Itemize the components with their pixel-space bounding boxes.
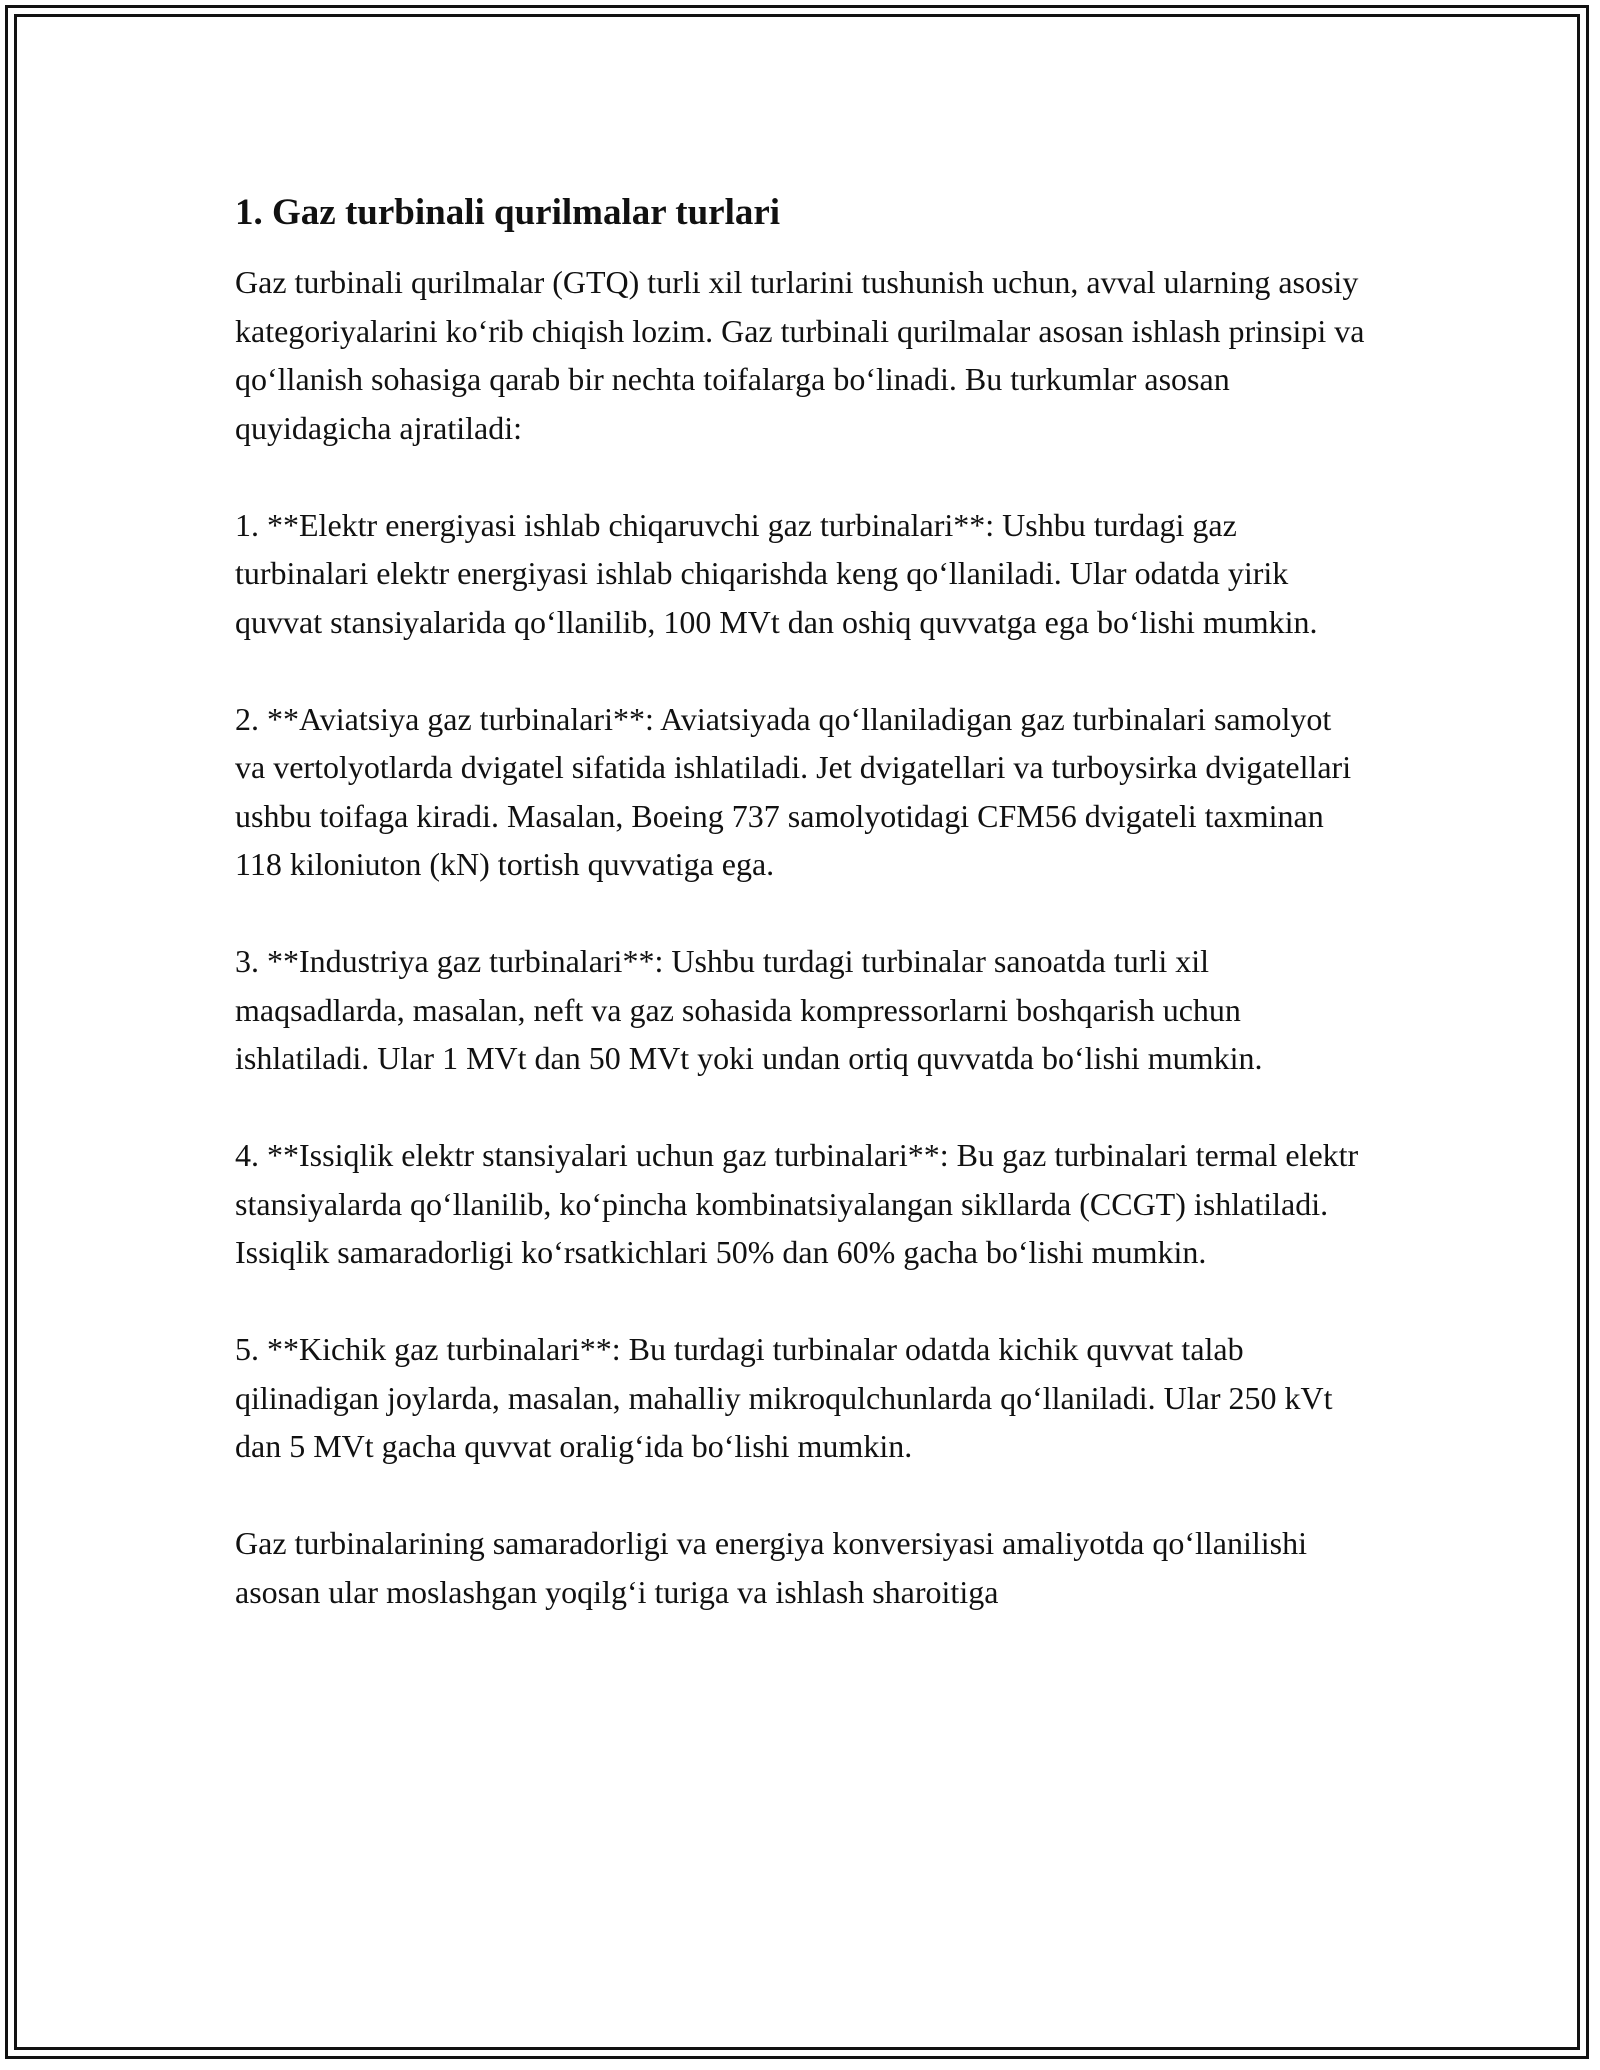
section-heading: 1. Gaz turbinali qurilmalar turlari: [235, 192, 781, 233]
intro-paragraph: Gaz turbinali qurilmalar (GTQ) turli xil turlarini tushunish uchun, avval ularning asosiy kategoriyalarini ko‘rib chiqish lozim. Gaz turbinali qurilmalar asosan ishlash prinsipi va qo‘llanish sohasiga qarab bir nechta toifalarga bo‘linadi. Bu turkumlar asosan quyidagicha ajratiladi:: [235, 264, 1365, 446]
closing-paragraph: Gaz turbinalarining samaradorligi va energiya konversiyasi amaliyotda qo‘llanilishi asosan ular moslashgan yoqilg‘i turiga va ishlash sharoitiga: [235, 1525, 1307, 1610]
document-body: [235, 188, 1365, 1665]
list-item-electric-turbines: 1. **Elektr energiyasi ishlab chiqaruvchi gaz turbinalari**: Ushbu turdagi gaz turbinalari elektr energiyasi ishlab chiqarishda keng qo‘llaniladi. Ular odatda yirik quvvat stansiyalarida qo‘llanilib, 100 MVt dan oshiq quvvatga ega bo‘lishi mumkin.: [235, 506, 1318, 640]
list-item-industrial-turbines: 3. **Industriya gaz turbinalari**: Ushbu turdagi turbinalar sanoatda turli xil maqsadlarda, masalan, neft va gaz sohasida kompressorlarni boshqarish uchun ishlatiladi. Ular 1 MVt dan 50 MVt yoki undan ortiq quvvatda bo‘lishi mumkin.: [235, 943, 1263, 1076]
list-item-thermal-plant-turbines: 4. **Issiqlik elektr stansiyalari uchun gaz turbinalari**: Bu gaz turbinalari termal elektr stansiyalarda qo‘llanilib, ko‘pincha kombinatsiyalangan sikllarda (CCGT) ishlatiladi. Issiqlik samaradorligi ko‘rsatkichlari 50% dan 60% gacha bo‘lishi mumkin.: [235, 1137, 1359, 1270]
list-item-aviation-turbines: 2. **Aviatsiya gaz turbinalari**: Aviatsiyada qo‘llaniladigan gaz turbinalari samolyot va vertolyotlarda dvigatel sifatida ishlatiladi. Jet dvigatellari va turboysirka dvigatellari ushbu toifaga kiradi. Masalan, Boeing 737 samolyotidagi CFM56 dvigateli taxminan 118 kiloniuton (kN) tortish quvvatiga ega.: [235, 700, 1352, 882]
list-item-small-turbines: 5. **Kichik gaz turbinalari**: Bu turdagi turbinalar odatda kichik quvvat talab qilinadigan joylarda, masalan, mahalliy mikroqulchunlarda qo‘llaniladi. Ular 250 kVt dan 5 MVt gacha quvvat oralig‘ida bo‘lishi mumkin.: [235, 1331, 1333, 1464]
